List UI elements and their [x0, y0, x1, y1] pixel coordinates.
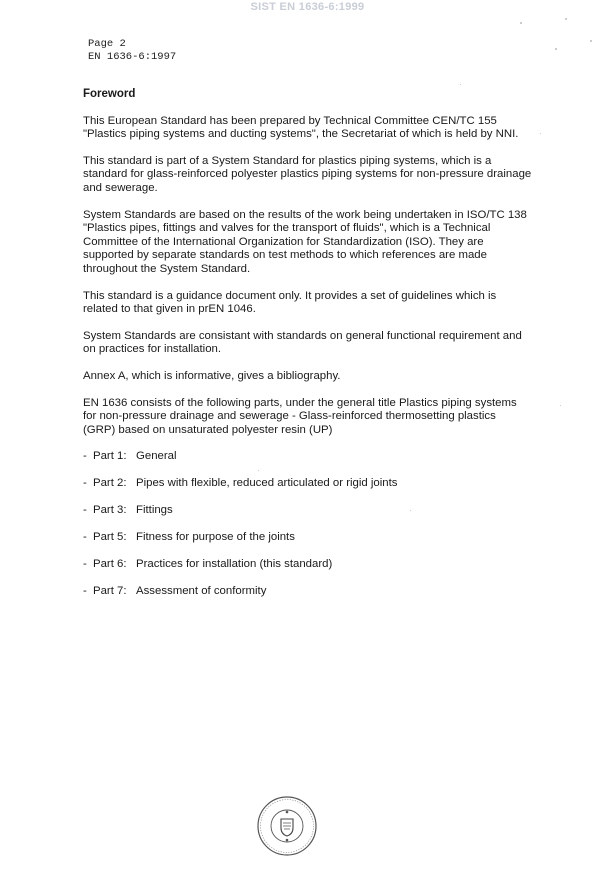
paragraph: EN 1636 consists of the following parts, under the general title Plastics piping systems for non-pressure drainage and sewerage - Glass-reinforced thermosetting plastics (GRP) based on unsaturated polyester resin (UP)	[83, 396, 517, 436]
section-heading: Foreword	[83, 88, 136, 100]
parts-list	[83, 450, 533, 599]
page-number: Page 2	[88, 38, 126, 50]
list-marker: -	[83, 558, 87, 571]
part-title: Fitness for purpose of the joints	[136, 531, 295, 544]
list-item	[83, 531, 533, 545]
list-item	[83, 585, 533, 599]
part-title: Pipes with flexible, reduced articulated or rigid joints	[136, 477, 398, 490]
list-item	[83, 450, 533, 464]
list-item	[83, 558, 533, 572]
paragraph: This standard is part of a System Standard for plastics piping systems, which is a standard for glass-reinforced polyester plastics piping systems for non-pressure drainage and sewerage.	[83, 154, 532, 194]
watermark: SIST EN 1636-6:1999	[250, 1, 365, 13]
paragraph: This European Standard has been prepared by Technical Committee CEN/TC 155 "Plastics piping systems and ducting systems", the Secretariat of which is held by NNI.	[83, 114, 519, 141]
paragraph: System Standards are based on the results of the work being undertaken in ISO/TC 138 "Plastics pipes, fittings and valves for the transport of fluids", which is a Technical Committee of the International Organization for Standardization (ISO). They are supported by separate standards on test methods to which references are made throughout the System Standard.	[83, 208, 527, 275]
part-title: General	[136, 450, 177, 463]
paragraph: Annex A, which is informative, gives a bibliography.	[83, 369, 341, 382]
list-marker: -	[83, 585, 87, 598]
paragraph: System Standards are consistant with standards on general functional requirement and on practices for installation.	[83, 329, 522, 356]
list-marker: -	[83, 531, 87, 544]
list-item	[83, 477, 533, 491]
part-number: Part 6:	[93, 558, 127, 571]
part-number: Part 5:	[93, 531, 127, 544]
part-number: Part 7:	[93, 585, 127, 598]
list-item	[83, 504, 533, 518]
part-number: Part 2:	[93, 477, 127, 490]
document-id: EN 1636-6:1997	[88, 51, 177, 63]
part-title: Fittings	[136, 504, 173, 517]
part-title: Assessment of conformity	[136, 585, 267, 598]
list-marker: -	[83, 504, 87, 517]
part-title: Practices for installation (this standard)	[136, 558, 333, 571]
part-number: Part 3:	[93, 504, 127, 517]
official-seal-icon	[256, 795, 318, 857]
page-header	[88, 38, 176, 64]
part-number: Part 1:	[93, 450, 127, 463]
paragraph: This standard is a guidance document only. It provides a set of guidelines which is related to that given in prEN 1046.	[83, 289, 497, 316]
list-marker: -	[83, 477, 87, 490]
document-body	[83, 88, 533, 612]
list-marker: -	[83, 450, 87, 463]
